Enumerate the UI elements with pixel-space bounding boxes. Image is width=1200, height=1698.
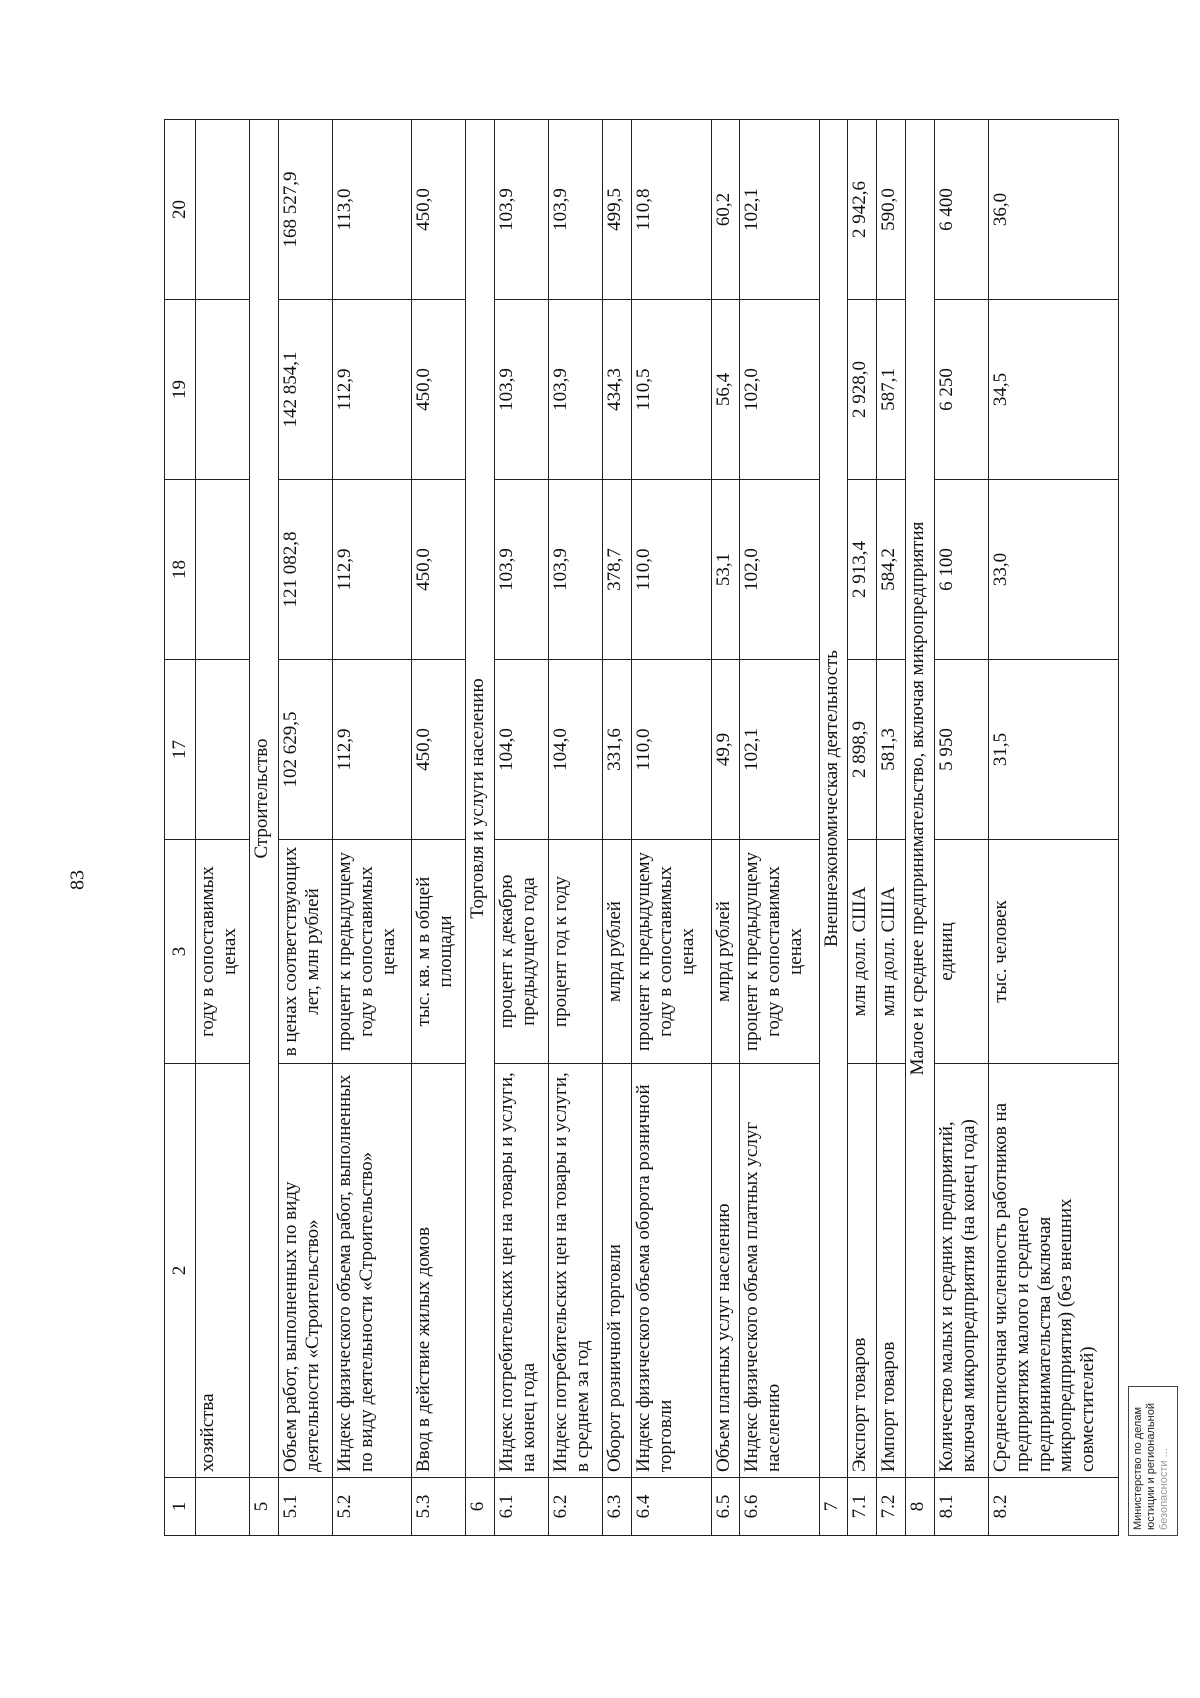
section-number-cell: 6 bbox=[466, 1478, 495, 1536]
indicator-name-cell: Индекс потребительских цен на товары и услуги, на конец года bbox=[495, 1064, 549, 1478]
value-cell bbox=[196, 480, 250, 660]
header-cell: 19 bbox=[165, 300, 196, 480]
value-cell: 499,5 bbox=[603, 120, 632, 300]
table-row bbox=[740, 120, 819, 1536]
value-cell bbox=[196, 300, 250, 480]
value-cell: 110,8 bbox=[632, 120, 711, 300]
page-number: 83 bbox=[66, 870, 89, 890]
row-number-cell: 6.4 bbox=[632, 1478, 711, 1536]
section-title-cell: Малое и среднее предпринимательство, включая микропредприятия bbox=[906, 120, 935, 1478]
value-cell: 590,0 bbox=[877, 120, 906, 300]
section-title-cell: Внешнеэкономическая деятельность bbox=[819, 120, 848, 1478]
value-cell: 587,1 bbox=[877, 300, 906, 480]
stamp-line: юстиции и региональной bbox=[1145, 1403, 1158, 1530]
indicator-name-cell: Экспорт товаров bbox=[848, 1064, 877, 1478]
indicator-name-cell: Индекс потребительских цен на товары и услуги, в среднем за год bbox=[549, 1064, 603, 1478]
unit-cell: млн долл. США bbox=[848, 840, 877, 1064]
table-row bbox=[934, 120, 988, 1536]
table-row bbox=[412, 120, 466, 1536]
unit-cell: процент год к году bbox=[549, 840, 603, 1064]
value-cell: 103,9 bbox=[549, 120, 603, 300]
value-cell: 450,0 bbox=[412, 300, 466, 480]
value-cell: 103,9 bbox=[495, 120, 549, 300]
value-cell: 49,9 bbox=[711, 660, 740, 840]
table-row bbox=[632, 120, 711, 1536]
indicator-name-cell: Индекс физического объема оборота розничной торговли bbox=[632, 1064, 711, 1478]
value-cell: 112,9 bbox=[332, 660, 411, 840]
value-cell: 110,5 bbox=[632, 300, 711, 480]
value-cell: 103,9 bbox=[549, 480, 603, 660]
row-number-cell: 8.2 bbox=[988, 1478, 1118, 1536]
indicator-name-cell: Оборот розничной торговли bbox=[603, 1064, 632, 1478]
section-number-cell: 5 bbox=[250, 1478, 279, 1536]
header-cell: 17 bbox=[165, 660, 196, 840]
value-cell: 434,3 bbox=[603, 300, 632, 480]
value-cell: 102,0 bbox=[740, 480, 819, 660]
value-cell: 33,0 bbox=[988, 480, 1118, 660]
unit-cell: году в сопоставимых ценах bbox=[196, 840, 250, 1064]
row-number-cell: 8.1 bbox=[934, 1478, 988, 1536]
indicator-name-cell: Объем платных услуг населению bbox=[711, 1064, 740, 1478]
value-cell: 110,0 bbox=[632, 480, 711, 660]
value-cell: 110,0 bbox=[632, 660, 711, 840]
value-cell: 2 928,0 bbox=[848, 300, 877, 480]
row-number-cell: 7.1 bbox=[848, 1478, 877, 1536]
indicator-name-cell: Среднесписочная численность работников на предприятиях малого и среднего предпринимательства (включая микропредприятия) (без внешних совместителей) bbox=[988, 1064, 1118, 1478]
row-number-cell bbox=[196, 1478, 250, 1536]
indicator-name-cell: хозяйства bbox=[196, 1064, 250, 1478]
section-number-cell: 7 bbox=[819, 1478, 848, 1536]
indicator-name-cell: Количество малых и средних предприятий, включая микропредприятия (на конец года) bbox=[934, 1064, 988, 1478]
value-cell: 450,0 bbox=[412, 660, 466, 840]
value-cell: 31,5 bbox=[988, 660, 1118, 840]
table-row bbox=[988, 120, 1118, 1536]
value-cell: 36,0 bbox=[988, 120, 1118, 300]
value-cell: 113,0 bbox=[332, 120, 411, 300]
header-cell: 2 bbox=[165, 1064, 196, 1478]
section-row bbox=[466, 120, 495, 1536]
unit-cell: единиц bbox=[934, 840, 988, 1064]
value-cell: 112,9 bbox=[332, 480, 411, 660]
section-row bbox=[819, 120, 848, 1536]
row-number-cell: 6.5 bbox=[711, 1478, 740, 1536]
value-cell: 102,1 bbox=[740, 660, 819, 840]
section-title-cell: Строительство bbox=[250, 120, 279, 1478]
table-row bbox=[549, 120, 603, 1536]
table-row bbox=[495, 120, 549, 1536]
ministry-stamp bbox=[1128, 1386, 1178, 1536]
value-cell: 450,0 bbox=[412, 480, 466, 660]
indicator-name-cell: Индекс физического объема работ, выполненных по виду деятельности «Строительство» bbox=[332, 1064, 411, 1478]
table-row bbox=[332, 120, 411, 1536]
table-body bbox=[165, 120, 1119, 1536]
section-row bbox=[250, 120, 279, 1536]
value-cell: 2 942,6 bbox=[848, 120, 877, 300]
table-header-row bbox=[165, 120, 196, 1536]
stamp-line: Министерство по делам bbox=[1132, 1406, 1144, 1530]
value-cell: 450,0 bbox=[412, 120, 466, 300]
value-cell: 102,0 bbox=[740, 300, 819, 480]
table-row bbox=[877, 120, 906, 1536]
unit-cell: процент к предыдущему году в сопоставимых ценах bbox=[632, 840, 711, 1064]
value-cell: 5 950 bbox=[934, 660, 988, 840]
unit-cell: в ценах соответствующих лет, млн рублей bbox=[278, 840, 332, 1064]
row-number-cell: 6.2 bbox=[549, 1478, 603, 1536]
header-cell: 18 bbox=[165, 480, 196, 660]
indicator-name-cell: Ввод в действие жилых домов bbox=[412, 1064, 466, 1478]
value-cell: 2 913,4 bbox=[848, 480, 877, 660]
value-cell: 103,9 bbox=[549, 300, 603, 480]
value-cell: 581,3 bbox=[877, 660, 906, 840]
unit-cell: млрд рублей bbox=[711, 840, 740, 1064]
row-number-cell: 6.3 bbox=[603, 1478, 632, 1536]
table-row bbox=[278, 120, 332, 1536]
table-row bbox=[711, 120, 740, 1536]
indicator-name-cell: Индекс физического объема платных услуг населению bbox=[740, 1064, 819, 1478]
header-cell: 20 bbox=[165, 120, 196, 300]
value-cell: 102 629,5 bbox=[278, 660, 332, 840]
unit-cell: млрд рублей bbox=[603, 840, 632, 1064]
value-cell: 56,4 bbox=[711, 300, 740, 480]
unit-cell: процент к предыдущему году в сопоставимых ценах bbox=[332, 840, 411, 1064]
value-cell: 142 854,1 bbox=[278, 300, 332, 480]
value-cell: 104,0 bbox=[549, 660, 603, 840]
value-cell: 6 400 bbox=[934, 120, 988, 300]
header-cell: 1 bbox=[165, 1478, 196, 1536]
value-cell: 584,2 bbox=[877, 480, 906, 660]
value-cell: 53,1 bbox=[711, 480, 740, 660]
row-number-cell: 5.2 bbox=[332, 1478, 411, 1536]
header-cell: 3 bbox=[165, 840, 196, 1064]
indicator-name-cell: Объем работ, выполненных по виду деятельности «Строительство» bbox=[278, 1064, 332, 1478]
section-number-cell: 8 bbox=[906, 1478, 935, 1536]
value-cell: 331,6 bbox=[603, 660, 632, 840]
row-number-cell: 6.6 bbox=[740, 1478, 819, 1536]
value-cell: 168 527,9 bbox=[278, 120, 332, 300]
stamp-line: безопасности ... bbox=[1158, 1448, 1171, 1530]
indicators-table bbox=[164, 119, 1119, 1536]
unit-cell: тыс. человек bbox=[988, 840, 1118, 1064]
value-cell bbox=[196, 660, 250, 840]
row-number-cell: 7.2 bbox=[877, 1478, 906, 1536]
value-cell: 112,9 bbox=[332, 300, 411, 480]
unit-cell: тыс. кв. м в общей площади bbox=[412, 840, 466, 1064]
value-cell: 102,1 bbox=[740, 120, 819, 300]
unit-cell: процент к предыдущему году в сопоставимых ценах bbox=[740, 840, 819, 1064]
row-number-cell: 6.1 bbox=[495, 1478, 549, 1536]
row-number-cell: 5.1 bbox=[278, 1478, 332, 1536]
continuation-row bbox=[196, 120, 250, 1536]
rotated-table-container bbox=[164, 120, 1119, 1536]
indicator-name-cell: Импорт товаров bbox=[877, 1064, 906, 1478]
value-cell: 2 898,9 bbox=[848, 660, 877, 840]
row-number-cell: 5.3 bbox=[412, 1478, 466, 1536]
value-cell: 104,0 bbox=[495, 660, 549, 840]
value-cell: 103,9 bbox=[495, 300, 549, 480]
value-cell: 34,5 bbox=[988, 300, 1118, 480]
value-cell: 6 100 bbox=[934, 480, 988, 660]
value-cell: 378,7 bbox=[603, 480, 632, 660]
value-cell: 103,9 bbox=[495, 480, 549, 660]
value-cell: 121 082,8 bbox=[278, 480, 332, 660]
value-cell: 6 250 bbox=[934, 300, 988, 480]
value-cell: 60,2 bbox=[711, 120, 740, 300]
value-cell bbox=[196, 120, 250, 300]
section-row bbox=[906, 120, 935, 1536]
unit-cell: млн долл. США bbox=[877, 840, 906, 1064]
table-row bbox=[848, 120, 877, 1536]
section-title-cell: Торговля и услуги населению bbox=[466, 120, 495, 1478]
table-row bbox=[603, 120, 632, 1536]
unit-cell: процент к декабрю предыдущего года bbox=[495, 840, 549, 1064]
